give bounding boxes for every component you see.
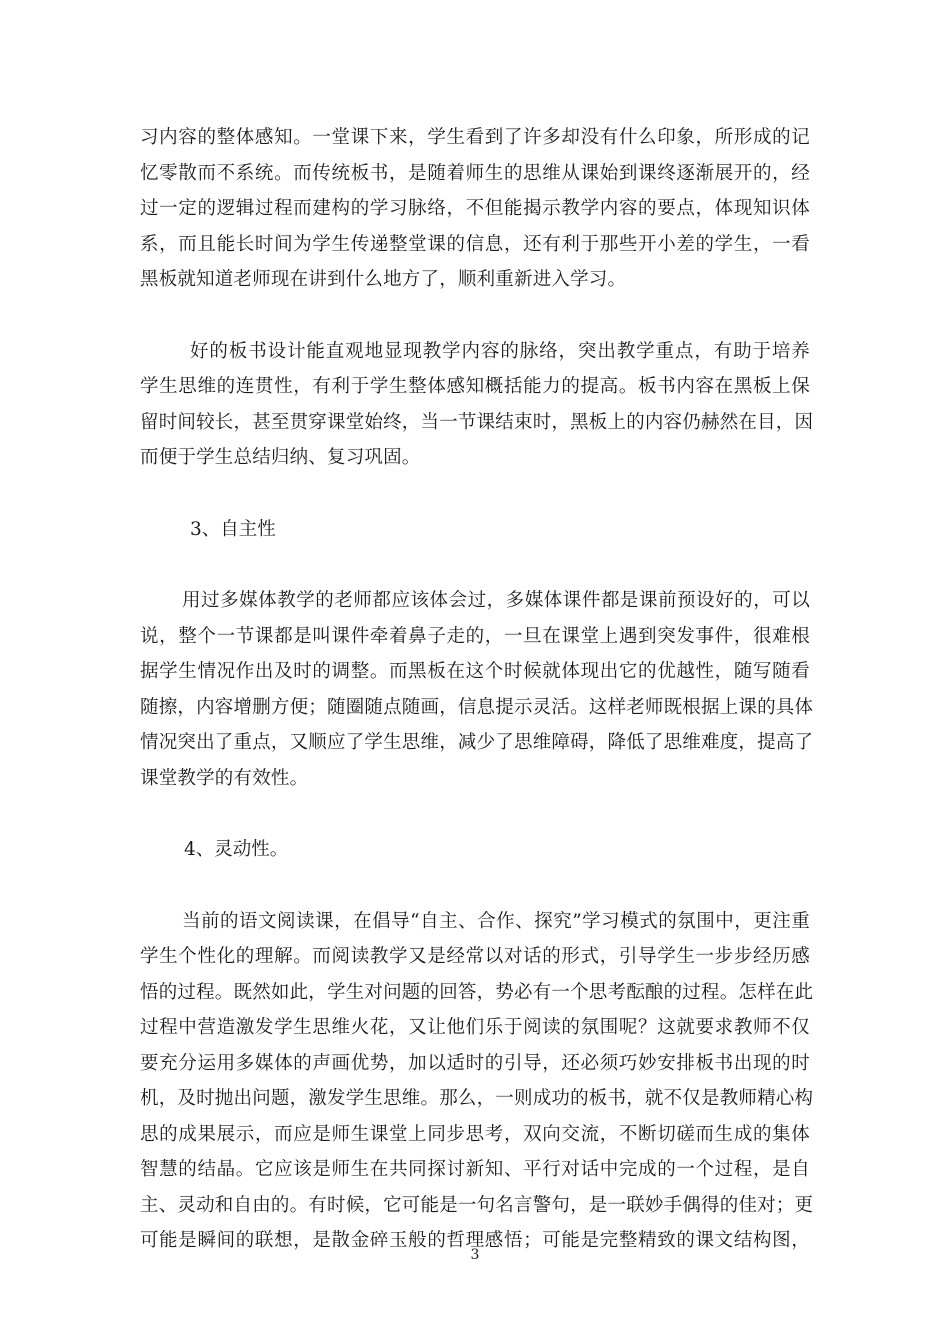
text-line: 黑板就知道老师现在讲到什么地方了，顺利重新进入学习。	[140, 269, 627, 290]
section-heading-3: 3、自主性	[190, 518, 276, 540]
text-line: 学生思维的连贯性，有利于学生整体感知概括能力的提高。板书内容在黑板上保	[140, 376, 810, 397]
text-line: 可能是瞬间的联想，是散金碎玉般的哲理感悟；可能是完整精致的课文结构图，	[140, 1230, 810, 1251]
text-line: 忆零散而不系统。而传统板书，是随着师生的思维从课始到课终逐渐展开的，经	[140, 162, 810, 184]
text-line: 说，整个一节课都是叫课件牵着鼻子走的，一旦在课堂上遇到突发事件，很难根	[140, 625, 810, 647]
text-line: 当前的语文阅读课，在倡导“自主、合作、探究”学习模式的氛围中，更注重	[182, 910, 810, 932]
text-line: 课堂教学的有效性。	[140, 767, 309, 789]
paragraph-gap	[140, 298, 810, 334]
paragraph-gap	[140, 796, 810, 832]
text-line: 思的成果展示，而应是师生课堂上同步思考，双向交流，不断切磋而生成的集体	[140, 1123, 810, 1145]
text-line: 要充分运用多媒体的声画优势，加以适时的引导，还必须巧妙安排板书出现的时	[140, 1052, 810, 1074]
paragraph-gap	[140, 547, 810, 583]
document-body	[140, 120, 814, 1259]
paragraph-gap	[140, 476, 810, 512]
paragraph-2	[140, 334, 814, 476]
text-line: 据学生情况作出及时的调整。而黑板在这个时候就体现出它的优越性，随写随看	[140, 661, 810, 682]
paragraph-4	[140, 904, 814, 1259]
text-line: 智慧的结晶。它应该是师生在共同探讨新知、平行对话中完成的一个过程，是自	[140, 1159, 810, 1180]
text-line: 好的板书设计能直观地显现教学内容的脉络，突出教学重点，有助于培养	[190, 340, 810, 362]
text-line: 悟的过程。既然如此，学生对问题的回答，势必有一个思考酝酿的过程。怎样在此	[140, 981, 814, 1003]
text-line: 习内容的整体感知。一堂课下来，学生看到了许多却没有什么印象，所形成的记	[140, 127, 810, 148]
text-line: 机，及时抛出问题，激发学生思维。那么，一则成功的板书，就不仅是教师精心构	[140, 1088, 814, 1109]
text-line: 用过多媒体教学的老师都应该体会过，多媒体课件都是课前预设好的，可以	[182, 590, 810, 611]
text-line: 过一定的逻辑过程而建构的学习脉络，不但能揭示教学内容的要点，体现知识体	[140, 198, 810, 219]
paragraph-1	[140, 120, 810, 298]
text-line: 学生个性化的理解。而阅读教学又是经常以对话的形式，引导学生一步步经历感	[140, 946, 810, 967]
paragraph-3	[140, 583, 814, 796]
text-line: 随擦，内容增删方便；随圈随点随画，信息提示灵活。这样老师既根据上课的具体	[140, 696, 814, 718]
paragraph-gap	[140, 868, 810, 904]
text-line: 过程中营造激发学生思维火花，又让他们乐于阅读的氛围呢？这就要求教师不仅	[140, 1017, 810, 1038]
section-heading-4: 4、灵动性。	[184, 839, 289, 860]
text-line: 而便于学生总结归纳、复习巩固。	[140, 447, 421, 468]
text-line: 主、灵动和自由的。有时候，它可能是一句名言警句，是一联妙手偶得的佳对；更	[140, 1194, 814, 1216]
text-line: 留时间较长，甚至贯穿课堂始终，当一节课结束时，黑板上的内容仍赫然在目，因	[140, 411, 814, 433]
text-line: 系，而且能长时间为学生传递整堂课的信息，还有利于那些开小差的学生，一看	[140, 233, 810, 255]
text-line: 情况突出了重点，又顺应了学生思维，减少了思维障碍，降低了思维难度，提高了	[140, 732, 814, 753]
page-number: 3	[470, 1247, 480, 1263]
